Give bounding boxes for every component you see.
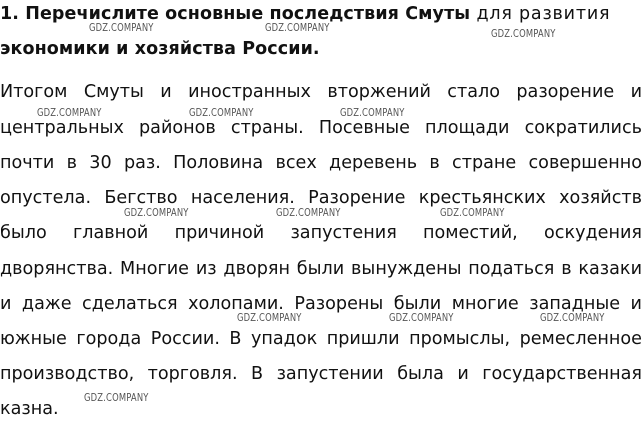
question-text-tail: для развития <box>476 4 611 24</box>
answer-line: опустела. Бегство населения. Разорение крестьянских хозяйств <box>0 188 642 208</box>
watermark-text: GDZ.COMPANY <box>540 312 605 324</box>
watermark-text: GDZ.COMPANY <box>276 207 341 219</box>
watermark-text: GDZ.COMPANY <box>440 207 505 219</box>
answer-line: южные города России. В упадок пришли промыслы, ремесленное <box>0 329 642 349</box>
watermark-text: GDZ.COMPANY <box>491 28 556 40</box>
answer-line: казна. <box>0 399 59 419</box>
answer-line: производство, торговля. В запустении была и государственная <box>0 364 642 384</box>
watermark-text: GDZ.COMPANY <box>340 107 405 119</box>
watermark-text: GDZ.COMPANY <box>265 22 330 34</box>
watermark-text: GDZ.COMPANY <box>389 312 454 324</box>
watermark-text: GDZ.COMPANY <box>84 392 149 404</box>
answer-line: дворянства. Многие из дворян были вынуждены податься в казаки <box>0 259 642 279</box>
answer-line: Итогом Смуты и иностранных вторжений стало разорение и <box>0 82 642 102</box>
watermark-text: GDZ.COMPANY <box>124 207 189 219</box>
answer-line: центральных районов страны. Посевные площади сократились <box>0 118 642 138</box>
watermark-text: GDZ.COMPANY <box>237 312 302 324</box>
watermark-text: GDZ.COMPANY <box>37 107 102 119</box>
watermark-text: GDZ.COMPANY <box>189 107 254 119</box>
answer-line: и даже сделаться холопами. Разорены были многие западные и <box>0 294 642 314</box>
answer-line: было главной причиной запустения поместий, оскудения <box>0 223 642 243</box>
question-line-2: экономики и хозяйства России. <box>0 39 320 59</box>
question-text-bold: 1. Перечислите основные последствия Смуты <box>0 4 471 24</box>
watermark-text: GDZ.COMPANY <box>89 22 154 34</box>
question-line-1 <box>0 4 610 24</box>
answer-line: почти в 30 раз. Половина всех деревень в стране совершенно <box>0 153 642 173</box>
